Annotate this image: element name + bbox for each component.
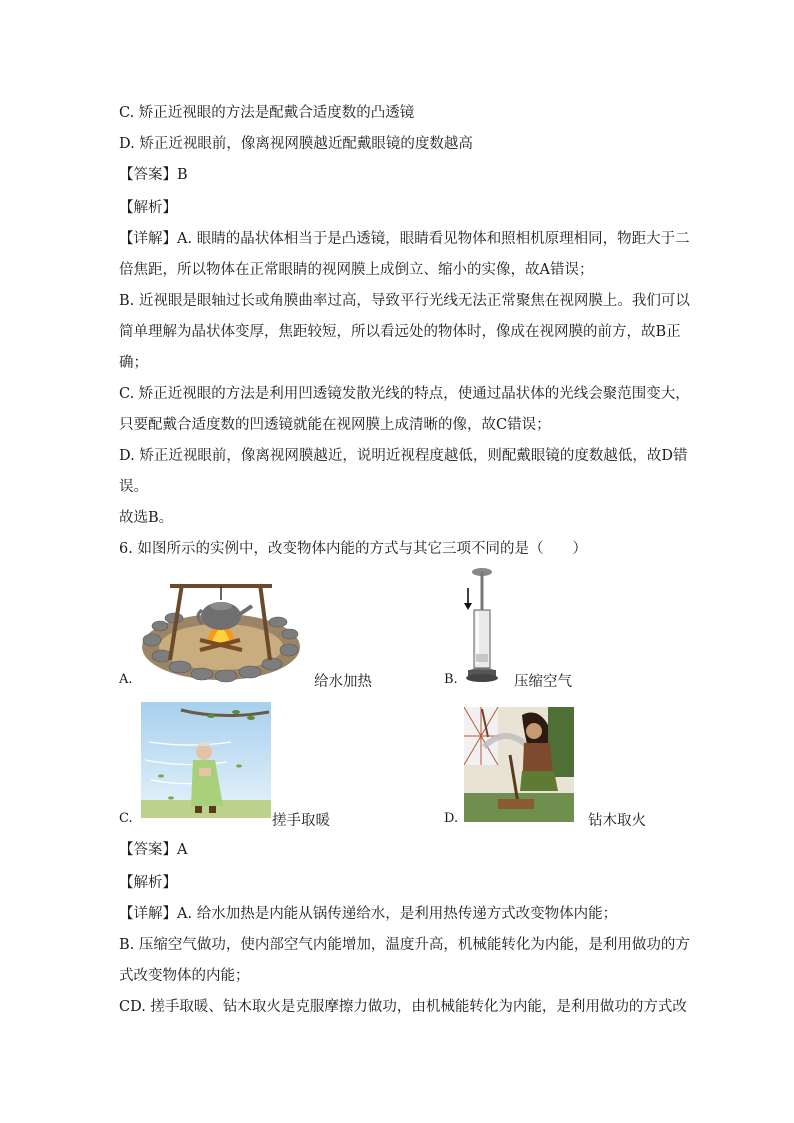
- analysis-heading-2: 【解析】: [119, 875, 177, 891]
- conclusion-line: 故选B。: [119, 510, 174, 526]
- option-c-letter: C.: [119, 811, 133, 826]
- option-d-letter: D.: [444, 811, 459, 826]
- explanation-line: 只要配戴合适度数的凹透镜就能在视网膜上成清晰的像，故C错误；: [119, 417, 551, 433]
- option-a-letter: A.: [119, 672, 133, 687]
- answer-line: 【答案】B: [119, 167, 188, 183]
- option-b-letter: B.: [444, 672, 458, 687]
- air-compression-syringe-image: [462, 566, 498, 688]
- explanation-line: 倍焦距，所以物体在正常眼睛的视网膜上成倒立、缩小的实像，故A错误；: [119, 262, 594, 278]
- option-d-text: D. 矫正近视眼前，像离视网膜越近配戴眼镜的度数越高: [119, 136, 473, 152]
- explanation-line: C. 矫正近视眼的方法是利用凹透镜发散光线的特点，使通过晶状体的光线会聚范围变大，: [119, 386, 690, 402]
- option-c-caption: 搓手取暖: [272, 813, 330, 829]
- explanation-line-2: CD. 搓手取暖、钻木取火是克服摩擦力做功，由机械能转化为内能，是利用做功的方式改: [119, 999, 687, 1015]
- option-a-caption: 给水加热: [314, 674, 372, 690]
- explanation-line: 简单理解为晶状体变厚，焦距较短，所以看远处的物体时，像成在视网膜的前方，故B正: [119, 324, 681, 340]
- option-c-text: C. 矫正近视眼的方法是配戴合适度数的凸透镜: [119, 105, 415, 121]
- explanation-line: 确；: [119, 355, 148, 371]
- option-b-caption: 压缩空气: [514, 674, 572, 690]
- campfire-kettle-image: [140, 572, 302, 684]
- option-d-caption: 钻木取火: [588, 813, 646, 829]
- explanation-line-2: 式改变物体的内能；: [119, 968, 250, 984]
- answer-line-2: 【答案】A: [119, 842, 188, 858]
- explanation-line-2: 【详解】A. 给水加热是内能从锅传递给水，是利用热传递方式改变物体内能；: [119, 906, 618, 922]
- explanation-line: 误。: [119, 479, 148, 495]
- rubbing-hands-image: [141, 702, 271, 818]
- explanation-line: B. 近视眼是眼轴过长或角膜曲率过高，导致平行光线无法正常聚焦在视网膜上。我们可以: [119, 293, 690, 309]
- drilling-wood-fire-image: [464, 707, 574, 822]
- question-6-stem: 6. 如图所示的实例中，改变物体内能的方式与其它三项不同的是（ ）: [119, 541, 587, 557]
- explanation-line: 【详解】A. 眼睛的晶状体相当于是凸透镜，眼睛看见物体和照相机原理相同，物距大于二: [119, 231, 690, 247]
- analysis-heading: 【解析】: [119, 200, 177, 216]
- explanation-line: D. 矫正近视眼前，像离视网膜越近，说明近视程度越低，则配戴眼镜的度数越低，故D错: [119, 448, 688, 464]
- explanation-line-2: B. 压缩空气做功，使内部空气内能增加，温度升高，机械能转化为内能，是利用做功的方: [119, 937, 690, 953]
